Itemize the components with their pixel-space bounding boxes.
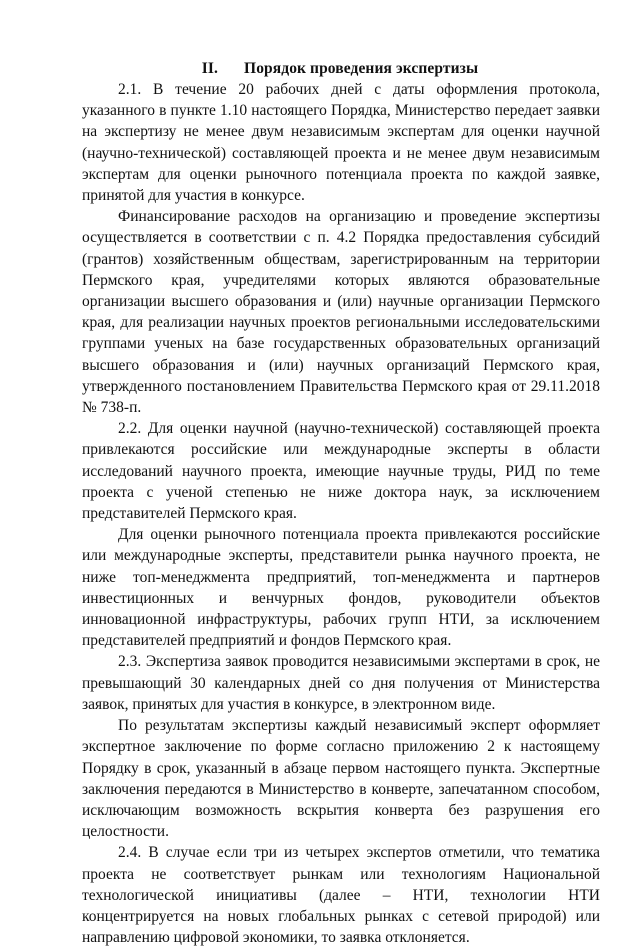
section-title: Порядок проведения экспертизы: [244, 60, 479, 77]
paragraph-expert-conclusion: По результатам экспертизы каждый независимый эксперт оформляет экспертное заключение по форме согласно приложению 2 к настоящему Порядку в срок, указанный в абзаце первом настоящего пункта. Экспертные заключения передаются в Министерство в конверте, запечатанном способом, исключающим возможность вскрытия конверта без разрушения его целостности.: [82, 717, 600, 841]
document-body: [82, 79, 600, 948]
paragraph-2-4: 2.4. В случае если три из четырех экспертов отметили, что тематика проекта не соответствует рынкам или технологиям Национальной технологической инициативы (далее – НТИ, технологии НТИ концентрируется на новых глобальных рынках с сетевой природой) или направлению цифровой экономики, то заявка отклоняется.: [82, 844, 600, 947]
paragraph-financing: Финансирование расходов на организацию и проведение экспертизы осуществляется в соответствии с п. 4.2 Порядка предоставления субсидий (грантов) хозяйственным обществам, зарегистрированным на территории Пермского края, учредителями которых являются образовательные организации высшего образования и (или) научные организации Пермского края, для реализации научных проектов региональными исследовательскими группами ученых на базе государственных образовательных организаций высшего образования и (или) научных организаций Пермского края, утвержденного постановлением Правительства Пермского края от 29.11.2018 № 738-п.: [82, 208, 600, 417]
section-heading: [80, 58, 600, 80]
paragraph-market-experts: Для оценки рыночного потенциала проекта привлекаются российские или международные эксперты, представители рынка научного проекта, не ниже топ-менеджмента предприятий, топ-менеджмента и партнеров инвестиционных и венчурных фондов, руководители объектов инновационной инфраструктуры, рабочих групп НТИ, за исключением представителей предприятий и фондов Пермского края.: [82, 526, 600, 650]
paragraph-2-2: 2.2. Для оценки научной (научно-технической) составляющей проекта привлекаются российские или международные эксперты в области исследований научного проекта, имеющие научные труды, РИД по теме проекта с ученой степенью не ниже доктора наук, за исключением представителей Пермского края.: [82, 420, 600, 523]
paragraph-2-1: 2.1. В течение 20 рабочих дней с даты оформления протокола, указанного в пункте 1.10 настоящего Порядка, Министерство передает заявки на экспертизу не менее двум независимым экспертам для оценки научной (научно-технической) составляющей проекта и не менее двум независимым экспертам для оценки рыночного потенциала проекта по каждой заявке, принятой для участия в конкурсе.: [82, 81, 600, 205]
section-number: II.: [201, 60, 219, 77]
paragraph-2-3: 2.3. Экспертиза заявок проводится независимыми экспертами в срок, не превышающий 30 календарных дней со дня получения от Министерства заявок, принятых для участия в конкурсе, в электронном виде.: [82, 653, 600, 713]
